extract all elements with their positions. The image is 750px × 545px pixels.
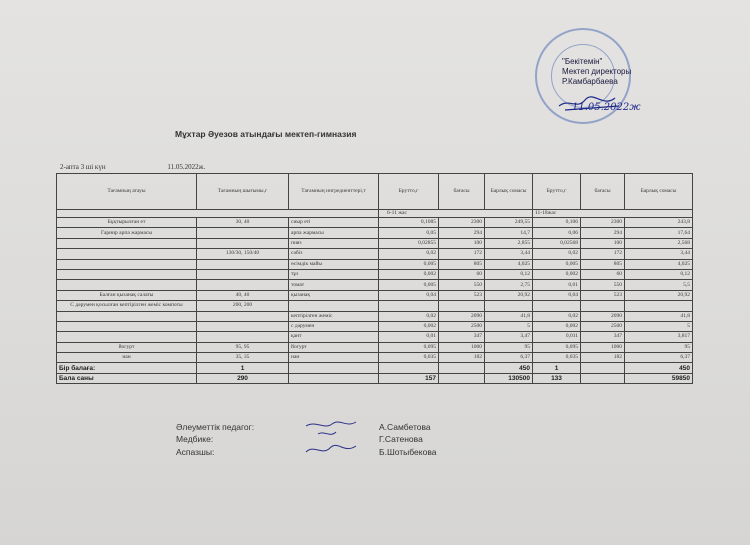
table-cell: 0,01 <box>379 332 439 342</box>
header-cell: Тағамның ингредиенттері,т <box>289 174 379 210</box>
table-cell: нан <box>289 353 379 363</box>
table-cell: 14,7 <box>485 228 533 238</box>
table-cell: 0,02 <box>379 249 439 259</box>
table-cell: 3,44 <box>625 249 693 259</box>
table-cell: 41,8 <box>485 311 533 321</box>
table-cell: 5 <box>485 321 533 331</box>
children-sum-2: 59850 <box>625 373 693 383</box>
table-cell: 2300 <box>439 218 485 228</box>
table-cell: 0,035 <box>533 353 581 363</box>
table-cell: 0,005 <box>379 259 439 269</box>
table-cell: 550 <box>439 280 485 290</box>
table-row <box>57 259 693 269</box>
table-cell: сәбіз <box>289 249 379 259</box>
week-day: 2-апта 3 ші күн <box>60 163 106 171</box>
table-cell <box>57 269 197 279</box>
signature-roles <box>176 421 254 458</box>
table-cell: 0,06 <box>533 228 581 238</box>
table-cell: 805 <box>439 259 485 269</box>
table-cell: 0,002 <box>533 321 581 331</box>
table-cell: 0,1085 <box>379 218 439 228</box>
total-sum-2: 450 <box>625 363 693 373</box>
table-cell: С дәрумен қосылған кептірілген жеміс компоты <box>57 301 197 311</box>
table-cell: 95 <box>485 342 533 352</box>
table-cell <box>197 332 289 342</box>
table-cell: 0,02 <box>533 311 581 321</box>
table-row <box>57 290 693 300</box>
table-cell: йогурт <box>57 342 197 352</box>
table-cell: нан <box>57 353 197 363</box>
table-cell: 3,47 <box>485 332 533 342</box>
table-cell: 2500 <box>581 321 625 331</box>
table-cell: йогурт <box>289 342 379 352</box>
table-cell: 40, 40 <box>197 290 289 300</box>
name-nurse: Г.Сатенова <box>379 434 423 445</box>
table-row <box>57 353 693 363</box>
table-cell <box>625 301 693 311</box>
table-row <box>57 269 693 279</box>
table-cell: арпа жармасы <box>289 228 379 238</box>
table-cell: 41,8 <box>625 311 693 321</box>
role-social-pedagogue: Әлеуметтік педагог: <box>176 422 255 432</box>
table-cell: Балған қызанақ салаты <box>57 290 197 300</box>
approval-date: 11.05.2022ж <box>572 102 641 113</box>
table-cell <box>57 332 197 342</box>
table-row <box>57 228 693 238</box>
table-cell <box>289 301 379 311</box>
table-cell: 0,002 <box>533 269 581 279</box>
table-cell: 0,02855 <box>379 238 439 248</box>
table-cell: 0,12 <box>485 269 533 279</box>
table-cell <box>57 311 197 321</box>
table-cell: 0,02568 <box>533 238 581 248</box>
table-cell <box>197 280 289 290</box>
table-row <box>57 280 693 290</box>
table-cell: қант <box>289 332 379 342</box>
table-cell: 1000 <box>439 342 485 352</box>
table-row <box>57 342 693 352</box>
table-cell: 347 <box>581 332 625 342</box>
children-yield: 290 <box>197 373 289 383</box>
role-cook: Аспазшы: <box>176 446 215 457</box>
table-cell: 523 <box>439 290 485 300</box>
director-signature <box>555 88 625 118</box>
table-cell: кептірілген жеміс <box>289 311 379 321</box>
table-cell: тұз <box>289 269 379 279</box>
children-sum: 130500 <box>485 373 533 383</box>
table-cell: 172 <box>439 249 485 259</box>
header-cell: Тағамның атауы <box>57 174 197 210</box>
table-cell: 294 <box>581 228 625 238</box>
table-cell <box>379 301 439 311</box>
table-cell: 30, 40 <box>197 218 289 228</box>
total-yield: 1 <box>197 363 289 373</box>
table-cell: 60 <box>581 269 625 279</box>
total-count: 1 <box>533 363 581 373</box>
table-cell: 2,75 <box>485 280 533 290</box>
table-cell: 243,8 <box>625 218 693 228</box>
table-cell <box>57 280 197 290</box>
approval-line: "Бекітемін" <box>562 57 603 66</box>
table-cell <box>197 321 289 331</box>
role-nurse: Медбике: <box>176 434 214 445</box>
table-row <box>57 301 693 311</box>
table-cell: 0,01 <box>533 280 581 290</box>
table-cell: 0,002 <box>379 321 439 331</box>
name-social-pedagogue: А.Самбетова <box>379 422 431 432</box>
children-count: 133 <box>533 373 581 383</box>
header-row <box>57 174 693 210</box>
table-cell: сиыр еті <box>289 218 379 228</box>
table-cell <box>57 321 197 331</box>
table-cell: 172 <box>581 249 625 259</box>
table-cell: 0,005 <box>533 259 581 269</box>
table-cell: 1000 <box>581 342 625 352</box>
header-cell: бағасы <box>581 174 625 210</box>
table-cell: 0,005 <box>379 280 439 290</box>
signature-names <box>379 421 436 458</box>
table-cell: 0,05 <box>379 228 439 238</box>
table-cell: 0,095 <box>533 342 581 352</box>
table-cell: 0,035 <box>379 353 439 363</box>
name-cook: Б.Шотыбекова <box>379 446 437 457</box>
table-cell: 2300 <box>581 218 625 228</box>
table-cell: 20,92 <box>485 290 533 300</box>
table-row <box>57 321 693 331</box>
table-cell <box>581 301 625 311</box>
table-cell: томат <box>289 280 379 290</box>
children-count-row <box>57 373 693 383</box>
total-sum: 450 <box>485 363 533 373</box>
menu-meta <box>60 163 205 171</box>
age-group-row <box>57 210 693 218</box>
table-cell: 3,44 <box>485 249 533 259</box>
table-cell: 6,37 <box>485 353 533 363</box>
table-cell: Гарнир арпа жармасы <box>57 228 197 238</box>
table-cell: 2090 <box>439 311 485 321</box>
table-cell: 4,025 <box>625 259 693 269</box>
table-cell: 347 <box>439 332 485 342</box>
table-cell: 6,37 <box>625 353 693 363</box>
table-cell <box>197 311 289 321</box>
table-cell <box>57 249 197 259</box>
table-cell: 130/30, 150/40 <box>197 249 289 259</box>
table-cell: 0,02 <box>533 249 581 259</box>
table-cell: 2,855 <box>485 238 533 248</box>
table-cell: 100 <box>581 238 625 248</box>
table-cell: 805 <box>581 259 625 269</box>
table-cell: с дәрумен <box>289 321 379 331</box>
table-cell <box>197 238 289 248</box>
table-cell: 0,095 <box>379 342 439 352</box>
table-cell: 95, 95 <box>197 342 289 352</box>
total-per-child-row <box>57 363 693 373</box>
header-cell: Барлық сомасы <box>625 174 693 210</box>
staff-signatures <box>302 418 362 462</box>
table-cell: 3,817 <box>625 332 693 342</box>
table-cell: пияз <box>289 238 379 248</box>
table-cell: 0,002 <box>379 269 439 279</box>
table-cell: 523 <box>581 290 625 300</box>
table-cell: 0,12 <box>625 269 693 279</box>
header-cell: бағасы <box>439 174 485 210</box>
header-cell: Брутто,г <box>533 174 581 210</box>
table-cell <box>533 301 581 311</box>
table-cell: 200, 200 <box>197 301 289 311</box>
table-cell: 182 <box>439 353 485 363</box>
table-cell: 0,106 <box>533 218 581 228</box>
table-cell: 17,64 <box>625 228 693 238</box>
table-cell: 294 <box>439 228 485 238</box>
table-cell <box>197 259 289 269</box>
table-cell <box>485 301 533 311</box>
table-row <box>57 311 693 321</box>
table-cell: 182 <box>581 353 625 363</box>
menu-date: 11.05.2022ж. <box>167 163 206 171</box>
table-cell <box>197 269 289 279</box>
table-cell: 2,568 <box>625 238 693 248</box>
menu-table <box>56 173 693 384</box>
table-cell: 550 <box>581 280 625 290</box>
school-title: Мұхтар Әуезов атындағы мектеп-гимназия <box>175 129 357 139</box>
header-cell: Брутто,г <box>379 174 439 210</box>
total-label: Бір балаға: <box>57 363 197 373</box>
table-cell: 0,04 <box>379 290 439 300</box>
table-cell: 95 <box>625 342 693 352</box>
table-cell: 0,04 <box>533 290 581 300</box>
table-row <box>57 249 693 259</box>
table-cell: 60 <box>439 269 485 279</box>
children-price: 157 <box>379 373 439 383</box>
table-cell: 100 <box>439 238 485 248</box>
header-cell: Барлық сомасы <box>485 174 533 210</box>
table-cell: 0,011 <box>533 332 581 342</box>
table-row <box>57 218 693 228</box>
table-cell: 35, 35 <box>197 353 289 363</box>
table-cell: 4,025 <box>485 259 533 269</box>
table-cell: қызанақ <box>289 290 379 300</box>
age-group-1: 6-11 жас <box>379 210 533 218</box>
header-cell: Тағамның шығымы,г <box>197 174 289 210</box>
table-cell: Бұқтырылған ет <box>57 218 197 228</box>
table-cell <box>57 238 197 248</box>
table-row <box>57 238 693 248</box>
table-cell: 20,92 <box>625 290 693 300</box>
table-cell: 2500 <box>439 321 485 331</box>
table-cell: 5,5 <box>625 280 693 290</box>
approval-line: Р.Камбарбаева <box>562 77 618 86</box>
table-cell <box>439 301 485 311</box>
table-cell <box>57 259 197 269</box>
approval-line: Мектеп директоры <box>562 67 632 76</box>
table-cell: 249,55 <box>485 218 533 228</box>
age-group-2: 11-18жас <box>533 210 693 218</box>
table-row <box>57 332 693 342</box>
children-label: Бала саны <box>57 373 197 383</box>
table-cell: 0,02 <box>379 311 439 321</box>
table-cell: өсімдік майы <box>289 259 379 269</box>
table-cell <box>197 228 289 238</box>
table-cell: 2090 <box>581 311 625 321</box>
table-cell: 5 <box>625 321 693 331</box>
